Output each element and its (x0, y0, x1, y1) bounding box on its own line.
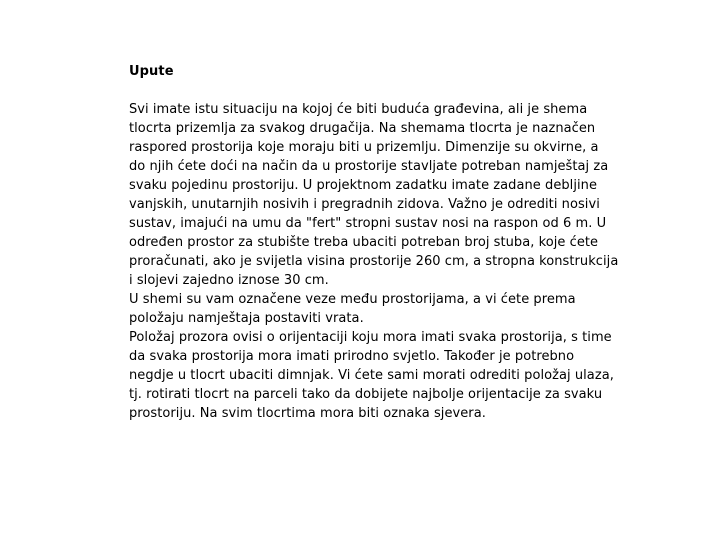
body-line: tj. rotirati tlocrt na parceli tako da dobijete najbolje orijentacije za svaku (129, 387, 603, 402)
body-line: Svi imate istu situaciju na kojoj će biti buduća građevina, ali je shema (129, 102, 588, 117)
body-line: određen prostor za stubište treba ubaciti potreban broj stuba, koje ćete (129, 235, 599, 250)
body-line: negdje u tlocrt ubaciti dimnjak. Vi ćete sami morati odrediti položaj ulaza, (129, 368, 614, 383)
body-line: tlocrta prizemlja za svakog drugačija. Na shemama tlocrta je naznačen (129, 121, 596, 136)
body-line: do njih ćete doći na način da u prostorije stavljate potreban namještaj za (129, 159, 609, 174)
body-line: raspored prostorija koje moraju biti u prizemlju. Dimenzije su okvirne, a (129, 140, 599, 155)
body-line: svaku pojedinu prostoriju. U projektnom zadatku imate zadane debljine (129, 178, 597, 193)
body-line: da svaka prostorija mora imati prirodno svjetlo. Također je potrebno (129, 349, 575, 364)
document-title: Upute (129, 64, 174, 79)
body-line: Položaj prozora ovisi o orijentaciji koju mora imati svaka prostorija, s time (129, 330, 612, 345)
body-line: prostoriju. Na svim tlocrtima mora biti oznaka sjevera. (129, 406, 486, 421)
body-line: položaju namještaja postaviti vrata. (129, 311, 364, 326)
document-body (129, 100, 619, 423)
document-content (129, 62, 619, 423)
body-line: vanjskih, unutarnjih nosivih i pregradnih zidova. Važno je odrediti nosivi (129, 197, 600, 212)
body-line: sustav, imajući na umu da "fert" stropni sustav nosi na raspon od 6 m. U (129, 216, 607, 231)
body-line: proračunati, ako je svijetla visina prostorije 260 cm, a stropna konstrukcija (129, 254, 619, 269)
body-line: i slojevi zajedno iznose 30 cm. (129, 273, 329, 288)
body-line: U shemi su vam označene veze među prostorijama, a vi ćete prema (129, 292, 576, 307)
